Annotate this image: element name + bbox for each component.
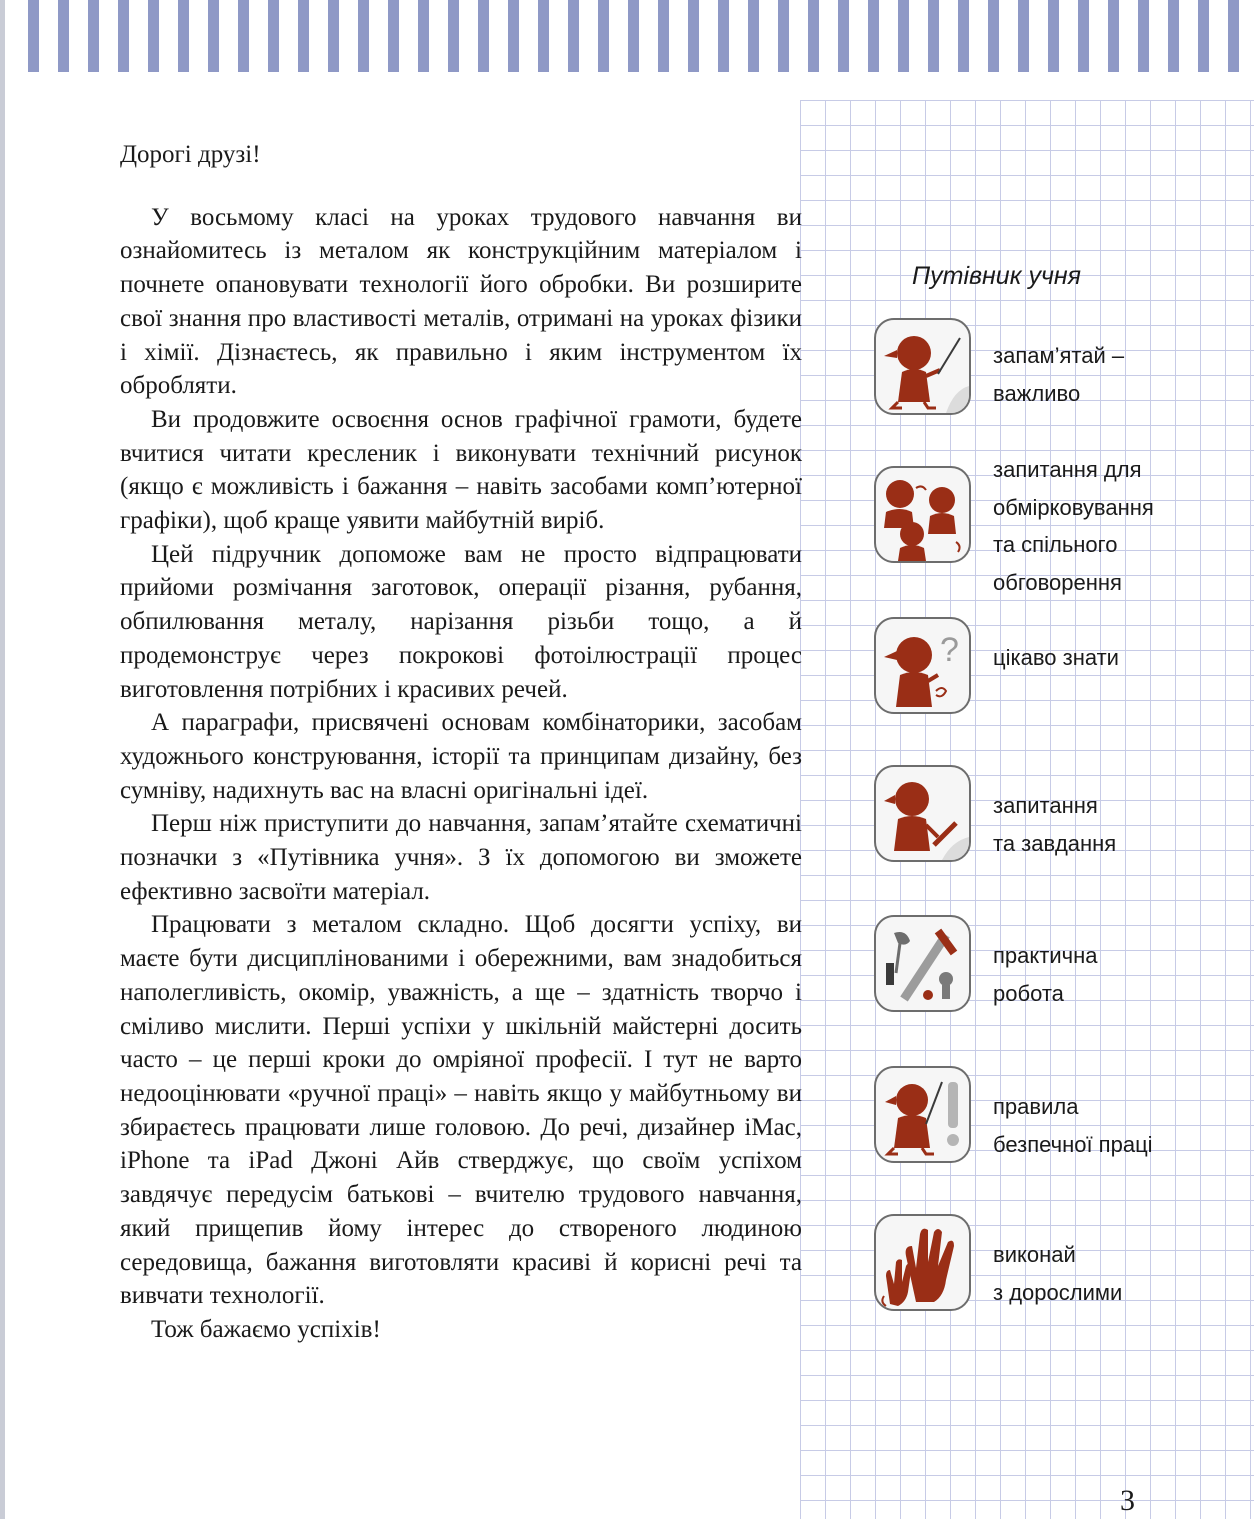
guide-label-line: обговорення [993, 569, 1122, 595]
guide-label [993, 1088, 1153, 1163]
svg-text:?: ? [940, 631, 959, 669]
guide-label-line: цікаво знати [993, 645, 1119, 670]
guide-label-line: робота [993, 980, 1064, 1006]
guide-item-tasks [874, 765, 1244, 875]
guide-label-line: запитання [993, 793, 1098, 818]
page-edge [0, 0, 5, 1519]
guide-label-line: виконай [993, 1242, 1076, 1267]
guide-item-with-adults [874, 1214, 1244, 1324]
article-body [120, 138, 802, 1347]
discussion-figures-icon [874, 466, 971, 563]
greeting: Дорогі друзі! [120, 141, 261, 168]
guide-item-discussion [874, 457, 1244, 604]
guide-label-line: безпечної праці [993, 1131, 1153, 1157]
guide-label-line: запитання для [993, 457, 1142, 482]
guide-label [993, 337, 1124, 412]
guide-label-line: обмірковування [993, 494, 1154, 520]
page-number: 3 [1120, 1484, 1135, 1517]
paragraph: У восьмому класі на уроках трудового навчання ви ознайомитесь із металом як конструкційним матеріалом і почнете опановувати технології його обробки. Ви розширите свої знання про властивості металів, отримані на уроках фізики і хімії. Дізнаєтесь, як правильно і яким інструментом їх обробляти. [120, 203, 802, 400]
tools-icon [874, 915, 971, 1012]
guide-label [993, 639, 1119, 677]
paragraph: Ви продовжите освоєння основ графічної грамоти, будете вчитися читати кресленик і виконувати технічний рисунок (якщо є можливість і бажання – навіть засобами комп’ютерної графіки), щоб краще уявити майбутній виріб. [120, 405, 802, 535]
warning-figure-icon [874, 1066, 971, 1163]
guide-item-interesting [874, 617, 1244, 727]
guide-label-line: з дорослими [993, 1279, 1123, 1305]
guide-item-remember [874, 318, 1244, 428]
guide-label [993, 451, 1154, 601]
pointer-figure-icon [874, 318, 971, 415]
writing-figure-icon [874, 765, 971, 862]
guide-label [993, 1236, 1122, 1311]
guide-item-safety [874, 1066, 1244, 1176]
paragraph: Працювати з металом складно. Щоб досягти успіху, ви маєте бути дисциплінованими і обережними, вам знадобиться наполегливість, окомір, уважність, а ще – здатність творчо і сміливо мислити. Перші успіхи у шкільній майстерні досить часто – це перші кроки до омріяної професії. І тут не варто недооцінювати «ручної праці» – навіть якщо у майбутньому ви збираєтесь працювати лише головою. До речі, дизайнер iMac, iPhone та iPad Джоні Айв стверджує, що своїм успіхом завдячує передусім батькові – вчителю трудового навчання, який прищепив йому інтерес до створеного людиною середовища, бажання виготовляти красиві й корисні речі та вивчати технології. [120, 911, 802, 1310]
paragraph: А параграфи, присвячені основам комбінаторики, засобам художнього конструювання, історії та принципам дизайну, без сумніву, надихнуть вас на власні оригінальні ідеї. [120, 709, 802, 804]
guide-label-line: практична [993, 943, 1098, 968]
guide-label-line: та завдання [993, 830, 1117, 856]
hands-icon [874, 1214, 971, 1311]
guide-item-practical [874, 915, 1244, 1025]
header-stripes [28, 0, 1254, 72]
paragraph: Цей підручник допоможе вам не просто відпрацювати прийоми розмічання заготовок, операції різання, рубання, обпилювання металу, нарізання різьби тощо, а й продемонструє через покрокові фотоілюстрації процес виготовлення потрібних і красивих речей. [120, 540, 802, 703]
guide-label-line: правила [993, 1094, 1079, 1119]
guide-label [993, 787, 1116, 862]
paragraph: Тож бажаємо успіхів! [151, 1315, 381, 1343]
guide-label-line: та спільного [993, 532, 1118, 557]
guide-label-line: запам’ятай – [993, 343, 1125, 368]
paragraph: Перш ніж приступити до навчання, запам’ятайте схематичні позначки з «Путівника учня». З їх допомогою ви зможете ефективно засвоїти матеріал. [120, 810, 802, 905]
guide-label-line: важливо [993, 380, 1081, 406]
question-figure-icon [874, 617, 971, 714]
guide-label [993, 937, 1097, 1012]
guide-title: Путівник учня [912, 262, 1082, 290]
